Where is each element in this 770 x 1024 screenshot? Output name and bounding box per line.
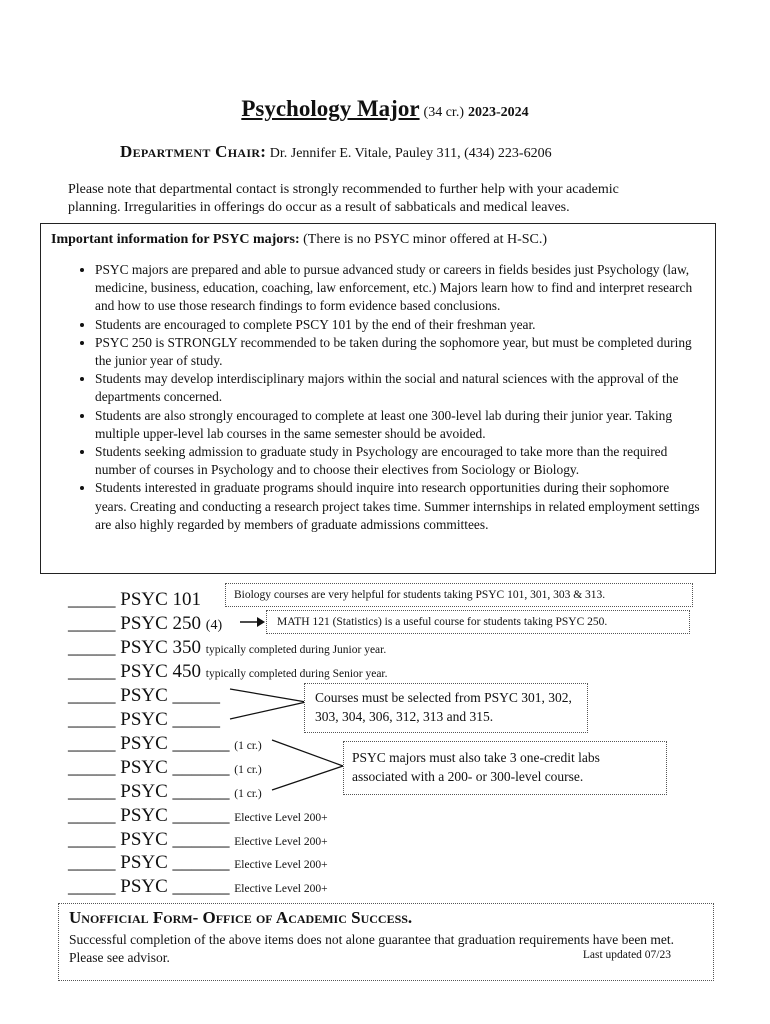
course-name: PSYC _____ [120, 685, 221, 706]
course-selection-callout: Courses must be selected from PSYC 301, 302, 303, 304, 306, 312, 313 and 315. [304, 683, 588, 733]
info-bullet: • Students interested in graduate programs should inquire into research opportunities during their sophomore years. Creating and conducting a research project takes time. Summer internships in related employment settings are also highly regarded by members of graduate admissions committees. [95, 479, 703, 534]
course-row [68, 804, 328, 828]
course-name: PSYC 350 [120, 637, 202, 658]
course-name: PSYC 101 [120, 589, 202, 610]
math-callout: MATH 121 (Statistics) is a useful course for students taking PSYC 250. [266, 610, 690, 634]
course-name: PSYC ______ [120, 852, 230, 873]
chair-label: Department Chair: [120, 142, 267, 161]
course-row [68, 588, 201, 612]
footer-body: Successful completion of the above items does not alone guarantee that graduation requirements have been met. Please see advisor. [69, 932, 675, 965]
labs-callout: PSYC majors must also take 3 one-credit labs associated with a 200- or 300-level course. [343, 741, 667, 795]
course-name: PSYC ______ [120, 733, 230, 754]
info-heading-sub: (There is no PSYC minor offered at H-SC.) [303, 232, 548, 247]
info-bullet: • PSYC majors are prepared and able to pursue advanced study or careers in fields besides just Psychology (law, medicine, business, education, coaching, law enforcement, etc.) Majors learn how to find and interpret research and how to use those research findings to form evidence based conclusions. [95, 261, 703, 316]
checkbox-blank[interactable]: _____ [68, 757, 116, 778]
checkbox-blank[interactable]: _____ [68, 876, 116, 897]
page-title [0, 96, 770, 122]
important-info-box [40, 223, 716, 574]
info-bullet: • PSYC 250 is STRONGLY recommended to be taken during the sophomore year, but must be completed during the junior year of study. [95, 334, 703, 370]
course-note: Elective Level 200+ [234, 812, 328, 824]
contact-note: Please note that departmental contact is strongly recommended to further help with your academic planning. Irregularities in offerings do occur as a result of sabbaticals and medical leaves. [68, 182, 619, 215]
info-bullet: • Students are also strongly encouraged to complete at least one 300-level lab during their junior year. Taking multiple upper-level lab courses in the same semester should be avoided. [95, 407, 703, 443]
checkbox-blank[interactable]: _____ [68, 709, 116, 730]
checkbox-blank[interactable]: _____ [68, 805, 116, 826]
course-name: PSYC 450 [120, 661, 202, 682]
checkbox-blank[interactable]: _____ [68, 829, 116, 850]
info-bullet: • Students may develop interdisciplinary majors within the social and natural sciences with the approval of the departments concerned. [95, 370, 703, 406]
course-row [68, 708, 220, 732]
course-note: (1 cr.) [234, 764, 262, 776]
course-row [68, 636, 386, 660]
course-row [68, 875, 328, 899]
checkbox-blank[interactable]: _____ [68, 852, 116, 873]
course-row [68, 612, 222, 636]
bracket-lines [228, 680, 308, 730]
course-note: Elective Level 200+ [234, 859, 328, 871]
course-row [68, 684, 220, 708]
course-row [68, 828, 328, 852]
arrow-right-icon [240, 614, 266, 630]
course-note: Elective Level 200+ [234, 836, 328, 848]
course-row [68, 732, 262, 756]
info-bullet: • Students are encouraged to complete PSCY 101 by the end of their freshman year. [95, 316, 703, 334]
credit-count: (34 cr.) [423, 105, 464, 120]
course-note: (1 cr.) [234, 788, 262, 800]
course-credits: (4) [205, 618, 223, 633]
checkbox-blank[interactable]: _____ [68, 733, 116, 754]
checkbox-blank[interactable]: _____ [68, 637, 116, 658]
info-bullets [41, 261, 703, 534]
info-bullet: • Students seeking admission to graduate study in Psychology are encouraged to take more than the required number of courses in Psychology and to choose their electives from Sociology or Biology. [95, 443, 703, 479]
checkbox-blank[interactable]: _____ [68, 661, 116, 682]
footer-title: Unofficial Form- Office of Academic Success. [69, 908, 413, 927]
info-heading [51, 232, 547, 248]
course-name: PSYC _____ [120, 709, 221, 730]
last-updated: Last updated 07/23 [582, 949, 671, 961]
course-note: Elective Level 200+ [234, 883, 328, 895]
checkbox-blank[interactable]: _____ [68, 781, 116, 802]
biology-callout: Biology courses are very helpful for students taking PSYC 101, 301, 303 & 313. [225, 583, 693, 607]
course-row [68, 851, 328, 875]
department-chair [120, 142, 552, 162]
course-row [68, 756, 262, 780]
academic-year: 2023-2024 [467, 105, 529, 120]
course-note: (1 cr.) [234, 740, 262, 752]
course-note: typically completed during Junior year. [205, 644, 387, 656]
info-heading-label: Important information for PSYC majors: [51, 232, 300, 247]
course-name: PSYC 250 [120, 613, 202, 634]
course-name: PSYC ______ [120, 781, 230, 802]
footer-box [58, 903, 714, 981]
course-name: PSYC ______ [120, 805, 230, 826]
checkbox-blank[interactable]: _____ [68, 589, 116, 610]
course-name: PSYC ______ [120, 829, 230, 850]
course-name: PSYC ______ [120, 757, 230, 778]
chair-info: Dr. Jennifer E. Vitale, Pauley 311, (434) 223-6206 [269, 146, 552, 161]
checkbox-blank[interactable]: _____ [68, 613, 116, 634]
course-name: PSYC ______ [120, 876, 230, 897]
bracket-lines [270, 734, 346, 798]
course-row [68, 780, 262, 804]
course-note: typically completed during Senior year. [205, 668, 388, 680]
checkbox-blank[interactable]: _____ [68, 685, 116, 706]
major-title: Psychology Major [241, 96, 420, 121]
